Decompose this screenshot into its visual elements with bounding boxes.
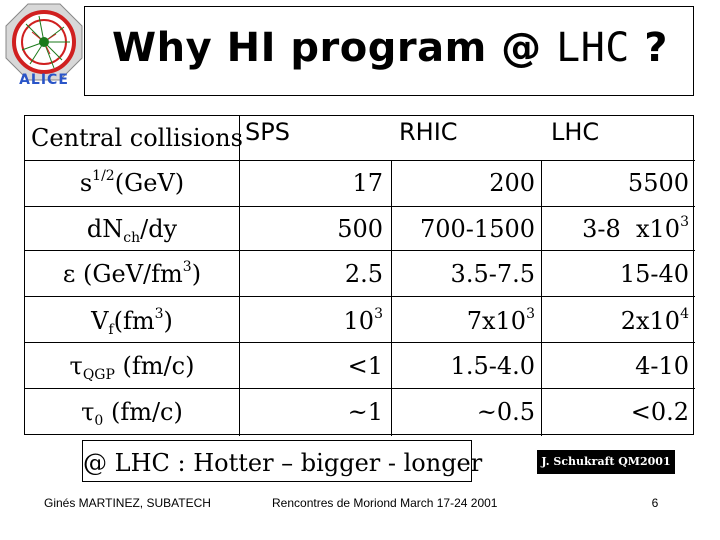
label-sub: f: [108, 322, 114, 338]
footer-author: Ginés MARTINEZ, SUBATECH: [44, 496, 211, 510]
cell-rhic: [391, 306, 535, 335]
table-rule: [25, 160, 695, 161]
cell-sps: ~1: [347, 398, 383, 426]
label-text: (fm/c): [114, 352, 195, 380]
col-header-lhc: LHC: [551, 118, 600, 146]
row-label: [25, 352, 239, 383]
cell-rhic: 200: [489, 169, 535, 197]
cell-lhc: <0.2: [630, 398, 689, 426]
title-lhc: LHC: [556, 25, 630, 71]
value-text: 2x10: [620, 307, 681, 335]
cell-rhic: 700-1500: [420, 215, 535, 243]
table-rule: [25, 250, 695, 251]
table-rule: [25, 388, 695, 389]
cell-lhc: [541, 306, 689, 335]
label-sub: QGP: [82, 367, 115, 383]
footer-event: Rencontres de Moriond March 17-24 2001: [272, 496, 498, 510]
cell-lhc: 15-40: [619, 260, 689, 288]
row-label: [25, 259, 239, 288]
label-text: (fm: [113, 307, 155, 335]
label-text: V: [91, 307, 109, 335]
label-sub: 0: [94, 413, 104, 429]
summary-text: @ LHC : Hotter – bigger - longer: [83, 449, 483, 477]
label-text: s: [79, 169, 93, 197]
value-text: 3-8 x10: [582, 215, 681, 243]
alice-logo-text: ALICE: [19, 72, 69, 88]
label-sup: 1/2: [92, 168, 115, 184]
title-box: [84, 6, 694, 96]
cell-sps: 2.5: [344, 260, 383, 288]
table-rule: [25, 296, 695, 297]
alice-logo: [4, 2, 84, 88]
value-text: 7x10: [466, 307, 527, 335]
label-sup: 3: [154, 306, 164, 322]
row-label: [25, 398, 239, 429]
cell-rhic: 1.5-4.0: [450, 352, 535, 380]
cell-rhic: ~0.5: [476, 398, 535, 426]
cell-sps: [239, 306, 383, 335]
col-header-rhic: RHIC: [399, 118, 458, 146]
title-suffix: ?: [629, 25, 668, 71]
label-text: ): [191, 260, 202, 288]
cell-rhic: 3.5-7.5: [450, 260, 535, 288]
page-title: [85, 24, 695, 71]
label-text: dN: [86, 215, 124, 243]
label-sup: 3: [182, 259, 192, 275]
cell-lhc: 5500: [627, 169, 689, 197]
value-sup: 3: [374, 306, 383, 322]
cell-sps: 17: [352, 169, 383, 197]
value-sup: 3: [526, 306, 535, 322]
label-text: (GeV): [114, 169, 185, 197]
credit-badge: J. Schukraft QM2001: [537, 450, 675, 474]
value-sup: 4: [680, 306, 689, 322]
col-header-sps: SPS: [245, 118, 290, 146]
row-label: [25, 168, 239, 197]
cell-sps: 500: [337, 215, 383, 243]
label-text: τ: [69, 352, 83, 380]
row-label: [25, 215, 239, 246]
table-rule: [25, 342, 695, 343]
value-text: 10: [343, 307, 375, 335]
cell-lhc: [541, 214, 689, 243]
cell-sps: <1: [347, 352, 383, 380]
label-text: /dy: [140, 215, 178, 243]
table-rule: [25, 206, 695, 207]
label-text: τ: [81, 398, 95, 426]
comparison-table: [24, 115, 694, 435]
label-text: ): [163, 307, 173, 335]
label-text: (fm/c): [103, 398, 183, 426]
table-corner: Central collisions: [31, 124, 243, 152]
summary-box: [82, 440, 483, 482]
value-sup: 3: [680, 214, 689, 230]
row-label: [25, 306, 239, 338]
cell-lhc: 4-10: [635, 352, 689, 380]
table-rule: [541, 160, 542, 436]
label-text: ε (GeV/fm: [62, 260, 183, 288]
page-number: 6: [651, 496, 659, 510]
title-text: Why HI program @: [112, 25, 557, 71]
table-rule: [391, 160, 392, 436]
label-sub: ch: [123, 230, 141, 246]
